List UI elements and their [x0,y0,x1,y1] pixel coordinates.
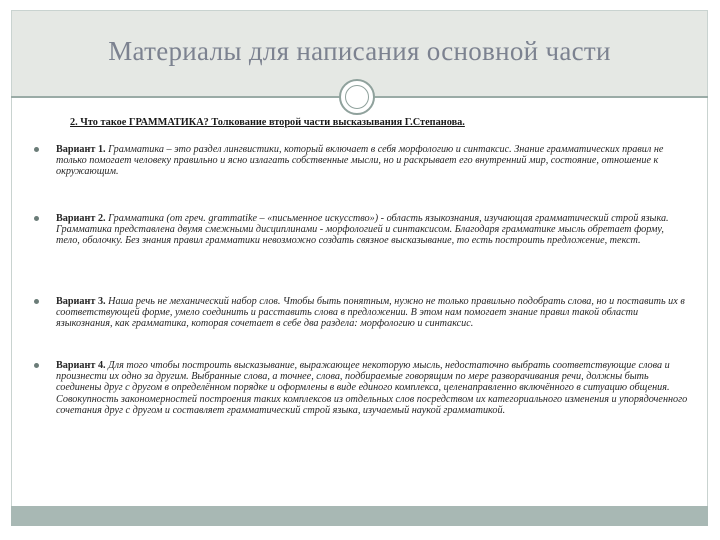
bullet-dot [34,147,39,152]
variant-text-3 [56,296,688,330]
slide-subtitle: 2. Что такое ГРАММАТИКА? Толкование второй части высказывания Г.Степанова. [70,117,465,128]
ring-inner-circle [345,85,369,109]
variant-label-4: Вариант 4. [56,360,106,371]
bullet-dot [34,363,39,368]
variant-body-3: Наша речь не механический набор слов. Чтобы быть понятным, нужно не только правильно подобрать слова, но и поставить их в соответствующей форме, умело соединить и расставить слова в предложении. В этом нам помогает знание правил такой области языкознания, как грамматика, которая сочетает в себе два раздела: морфологию и синтаксис. [56,296,685,330]
divider-ring-ornament [339,79,375,115]
variant-label-2: Вариант 2. [56,213,106,224]
slide-title: Материалы для написания основной части [108,36,611,66]
bullet-dot [34,299,39,304]
variant-text-2 [56,213,688,247]
variant-text-1 [56,144,688,178]
variant-body-2: Грамматика (от греч. grammatike – «письменное искусство») - область языкознания, изучающая грамматический строй языка. Грамматика представлена двумя смежными дисциплинами - морфологией и синтаксисом. Благодаря грамматике мысль обретает форму, тело, оболочку. Без знания правил грамматики невозможно создать связное высказывание, то есть построить предложение, текст. [56,213,669,247]
variant-label-1: Вариант 1. [56,144,106,155]
footer-band [11,506,708,526]
variant-body-1: Грамматика – это раздел лингвистики, который включает в себя морфологию и синтаксис. Знание грамматических правил не только помогает человеку правильно и ясно излагать собственные мысли, но и раскрывает его внутренний мир, состояние, отношение к окружающим. [56,144,664,178]
variant-label-3: Вариант 3. [56,296,106,307]
variant-body-4: Для того чтобы построить высказывание, выражающее некоторую мысль, недостаточно выбрать соответствующие слова и произнести их одно за другим. Выбранные слова, а точнее, слова, подбираемые говорящим по мере разворачивания речи, должны быть соединены друг с другом в определённом порядке и оформлены в виде единого комплекса, целенаправленно включённого в ситуацию общения. Совокупность закономерностей построения таких комплексов из отдельных слов посредством их категориального изменения и упорядоченного сочетания друг с другом и составляет грамматический строй языка, изучаемый наукой грамматикой. [56,360,688,416]
bullet-dot [34,216,39,221]
variant-text-4 [56,360,688,416]
